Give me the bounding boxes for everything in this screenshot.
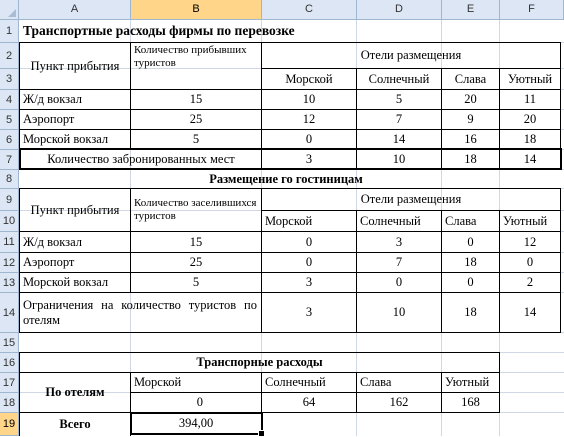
- t1-cell[interactable]: 5: [395, 92, 403, 107]
- row-header-19[interactable]: 19: [0, 413, 19, 436]
- t2-cell[interactable]: 2: [526, 275, 534, 290]
- t2-cell[interactable]: 0: [305, 255, 313, 270]
- row-header-18[interactable]: 18: [0, 393, 19, 413]
- select-all-button[interactable]: [0, 0, 19, 19]
- row-header-6[interactable]: 6: [0, 130, 19, 150]
- t2-cell[interactable]: 0: [526, 255, 534, 270]
- column-header-c[interactable]: C: [262, 0, 357, 19]
- t1-hotel-slava[interactable]: Слава: [454, 71, 487, 86]
- t2-hotels-header[interactable]: Отели размещения: [360, 192, 462, 207]
- t2-limit-cell[interactable]: 14: [523, 305, 537, 320]
- t3-hotel-solnechny[interactable]: Солнечный: [265, 375, 326, 390]
- column-header-b[interactable]: B: [131, 0, 262, 19]
- row-header-3[interactable]: 3: [0, 69, 19, 90]
- row-header-1[interactable]: 1: [0, 20, 19, 43]
- t1-booked-cell[interactable]: 3: [305, 152, 313, 167]
- row-header-5[interactable]: 5: [0, 110, 19, 130]
- t1-booked-cell[interactable]: 10: [392, 152, 406, 167]
- row-header-12[interactable]: 12: [0, 253, 19, 273]
- t3-title[interactable]: Транспорные расходы: [196, 355, 323, 370]
- t1-cell[interactable]: 7: [395, 112, 403, 127]
- row-header-10[interactable]: 10: [0, 211, 19, 232]
- t1-cell[interactable]: 16: [464, 132, 477, 147]
- t3-value[interactable]: 168: [461, 395, 480, 410]
- column-header-d[interactable]: D: [357, 0, 442, 19]
- t2-tourists-header[interactable]: Количество заселившихся туристов: [134, 197, 257, 222]
- row-header-8[interactable]: 8: [0, 170, 19, 189]
- active-cell-selection: [130, 412, 263, 435]
- column-header-a[interactable]: A: [19, 0, 131, 19]
- t2-title[interactable]: Размещение го гостиницам: [209, 171, 363, 186]
- t2-cell[interactable]: 3: [305, 275, 313, 290]
- t2-cell[interactable]: 3: [395, 234, 403, 249]
- t2-row-name[interactable]: Аэропорт: [23, 255, 75, 270]
- t1-row-name[interactable]: Морской вокзал: [23, 132, 109, 147]
- row-header-13[interactable]: 13: [0, 273, 19, 293]
- t2-cell[interactable]: 0: [305, 234, 313, 249]
- t1-cell[interactable]: 11: [523, 92, 537, 107]
- t3-value[interactable]: 162: [389, 395, 409, 410]
- t1-cell[interactable]: 20: [523, 112, 537, 127]
- row-header-15[interactable]: 15: [0, 333, 19, 353]
- t1-row-count[interactable]: 15: [189, 92, 203, 107]
- t3-value[interactable]: 64: [302, 395, 316, 410]
- t1-cell[interactable]: 0: [305, 132, 313, 147]
- t1-booked-label[interactable]: Количество забронированных мест: [47, 152, 235, 167]
- t2-limit-cell[interactable]: 18: [464, 305, 477, 320]
- t1-tourists-header[interactable]: Количество прибывших туристов: [134, 44, 247, 69]
- t2-row-count[interactable]: 15: [189, 234, 203, 249]
- row-header-11[interactable]: 11: [0, 232, 19, 253]
- t2-limit-cell[interactable]: 10: [392, 305, 406, 320]
- t2-row-name[interactable]: Морской вокзал: [23, 275, 109, 290]
- t1-row-count[interactable]: 5: [192, 132, 200, 147]
- column-header-e[interactable]: E: [442, 0, 500, 19]
- t1-row-name[interactable]: Ж/д вокзал: [23, 92, 82, 107]
- row-header-2[interactable]: 2: [0, 43, 19, 69]
- column-header-f[interactable]: F: [500, 0, 564, 19]
- t2-limit-cell[interactable]: 3: [305, 305, 313, 320]
- t1-row-count[interactable]: 25: [189, 112, 203, 127]
- t2-cell[interactable]: 0: [467, 234, 474, 249]
- row-header-14[interactable]: 14: [0, 293, 19, 333]
- row-header-16[interactable]: 16: [0, 353, 19, 373]
- t1-cell[interactable]: 20: [464, 92, 477, 107]
- t3-total-value[interactable]: 394,00: [178, 416, 214, 431]
- row-header-17[interactable]: 17: [0, 373, 19, 393]
- t2-cell[interactable]: 0: [395, 275, 403, 290]
- t2-hotel-uyutny[interactable]: Уютный: [503, 213, 548, 228]
- t3-hotel-uyutny[interactable]: Уютный: [445, 375, 490, 390]
- t2-row-name[interactable]: Ж/д вокзал: [23, 234, 82, 249]
- t2-limit-label[interactable]: Ограничения на количество туристов по отелям: [23, 298, 257, 327]
- t1-hotel-solnechny[interactable]: Солнечный: [368, 71, 430, 86]
- t2-hotel-slava[interactable]: Слава: [445, 213, 477, 228]
- t1-cell[interactable]: 12: [302, 112, 316, 127]
- t1-row-name[interactable]: Аэропорт: [23, 112, 75, 127]
- t1-cell[interactable]: 9: [467, 112, 474, 127]
- t3-by-hotels-label[interactable]: По отелям: [45, 385, 105, 400]
- t1-arrival-header[interactable]: Пункт прибытия: [30, 58, 120, 73]
- t1-hotel-morskoy[interactable]: Морской: [285, 71, 333, 86]
- t2-cell[interactable]: 18: [464, 255, 477, 270]
- t1-hotels-header[interactable]: Отели размещения: [360, 48, 462, 63]
- t1-booked-cell[interactable]: 14: [523, 152, 537, 167]
- row-header-7[interactable]: 7: [0, 150, 19, 170]
- t1-cell[interactable]: 18: [523, 132, 537, 147]
- t2-hotel-morskoy[interactable]: Морской: [265, 213, 313, 228]
- t3-hotel-morskoy[interactable]: Морской: [134, 375, 182, 390]
- t1-title[interactable]: Транспортные расходы фирмы по перевозке: [23, 23, 295, 39]
- t1-booked-cell[interactable]: 18: [464, 152, 477, 167]
- t2-hotel-solnechny[interactable]: Солнечный: [360, 213, 421, 228]
- t1-hotel-uyutny[interactable]: Уютный: [507, 71, 553, 86]
- t2-arrival-header[interactable]: Пункт прибытия: [30, 202, 120, 217]
- row-header-4[interactable]: 4: [0, 90, 19, 110]
- t1-cell[interactable]: 14: [392, 132, 406, 147]
- t1-cell[interactable]: 10: [302, 92, 316, 107]
- t3-value[interactable]: 0: [196, 395, 203, 410]
- t3-hotel-slava[interactable]: Слава: [360, 375, 392, 390]
- t2-row-count[interactable]: 5: [192, 275, 200, 290]
- t2-row-count[interactable]: 25: [189, 255, 203, 270]
- t2-cell[interactable]: 12: [523, 234, 537, 249]
- t3-total-label[interactable]: Всего: [59, 417, 91, 432]
- row-header-9[interactable]: 9: [0, 189, 19, 211]
- t2-cell[interactable]: 0: [467, 275, 474, 290]
- t2-cell[interactable]: 7: [395, 255, 403, 270]
